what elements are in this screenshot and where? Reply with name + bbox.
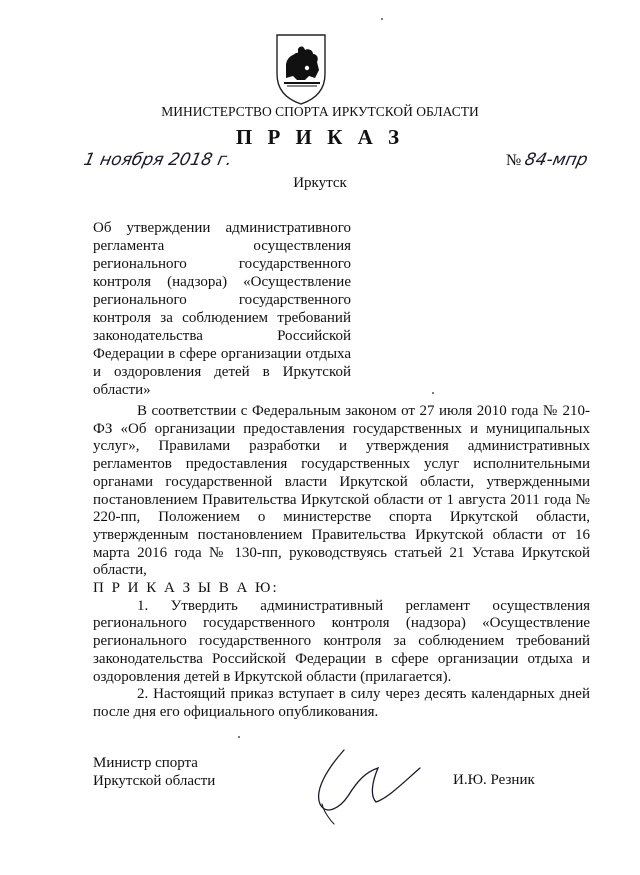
coat-of-arms-icon bbox=[273, 32, 329, 106]
subject-line: регионального государственного bbox=[93, 292, 351, 308]
signer-position bbox=[93, 754, 215, 790]
subject-line: Федерации в сфере организации отдыха bbox=[93, 346, 351, 362]
signer-position-line: Иркутской области bbox=[93, 773, 216, 789]
order-word: П Р И К А З Ы В А Ю: bbox=[93, 580, 279, 597]
subject-line: области» bbox=[93, 382, 151, 398]
order-item-1: 1. Утвердить административный регламент осуществления регионального государственного контроля (надзора) «Осуществление регионального государственного контроля за соблюдением требований законодательства Российской Федерации в сфере организации отдыха и оздоровления детей в Иркутской области (прилагается). bbox=[93, 597, 590, 685]
order-number bbox=[506, 150, 588, 170]
order-item-2: 2. Настоящий приказ вступает в силу через десять календарных дней после дня его официального опубликования. bbox=[93, 686, 590, 720]
order-number-handwritten: 84-мпр bbox=[523, 150, 590, 170]
document-type: П Р И К А З bbox=[235, 125, 405, 149]
order-body bbox=[93, 403, 590, 722]
subject-line: и оздоровления детей в Иркутской bbox=[93, 364, 351, 380]
subject-line: регламента осуществления bbox=[93, 238, 351, 254]
ministry-title: МИНИСТЕРСТВО СПОРТА ИРКУТСКОЙ ОБЛАСТИ bbox=[161, 104, 479, 119]
scan-speck bbox=[238, 736, 240, 738]
subject-line: контроля за соблюдением требований bbox=[93, 310, 351, 326]
subject-line: контроля (надзора) «Осуществление bbox=[93, 274, 351, 290]
scan-speck bbox=[432, 392, 434, 394]
handwritten-signature bbox=[300, 738, 430, 828]
number-sign: № bbox=[506, 152, 522, 169]
subject-line: законодательства Российской bbox=[93, 328, 351, 344]
signer-position-line: Министр спорта bbox=[93, 755, 198, 771]
subject-line: регионального государственного bbox=[93, 256, 351, 272]
scan-speck bbox=[381, 18, 383, 20]
preamble-paragraph: В соответствии с Федеральным законом от 27 июля 2010 года № 210-ФЗ «Об организации предоставления государственных и муниципальных услуг», Правилами разработки и утверждения административных регламентов предоставления государственных услуг исполнительными органами государственной власти Иркутской области, утвержденными постановлением Правительства Иркутской области от 1 августа 2011 года № 220-пп, Положением о министерстве спорта Иркутской области, утвержденным постановлением Правительства Иркутской области от 16 марта 2016 года № 130-пп, руководствуясь статьей 21 Устава Иркутской области, bbox=[93, 403, 590, 579]
order-date: 1 ноября 2018 г. bbox=[81, 150, 235, 170]
signer-name: И.Ю. Резник bbox=[453, 772, 535, 788]
order-subject bbox=[93, 219, 351, 399]
subject-line: Об утверждении административного bbox=[93, 220, 351, 236]
city: Иркутск bbox=[293, 175, 347, 191]
